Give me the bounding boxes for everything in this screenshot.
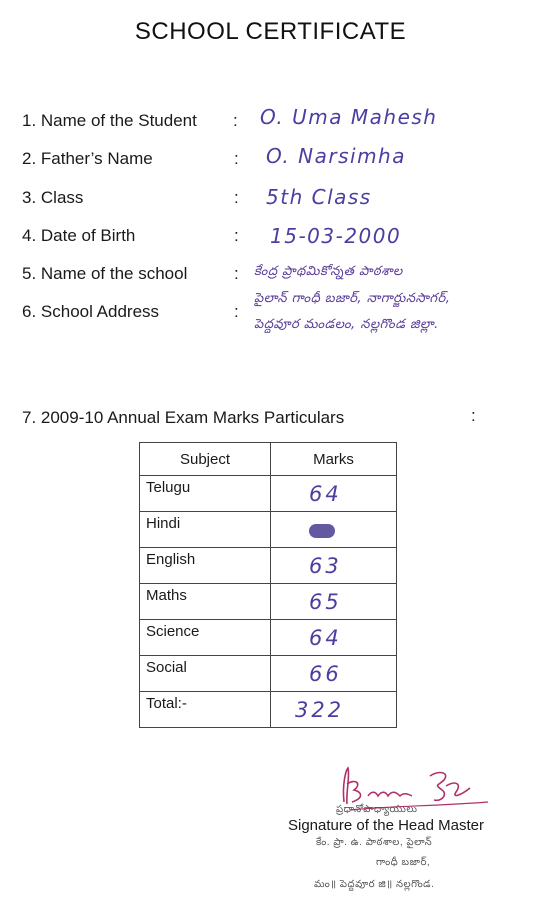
marks-cell: 66 [271, 656, 397, 692]
ink-blot-mark [309, 524, 335, 538]
marks-cell: 63 [271, 548, 397, 584]
field-colon: : [234, 149, 239, 168]
class-value: 5th Class [266, 185, 372, 209]
subject-cell: Maths [140, 584, 271, 620]
field-class [22, 185, 522, 214]
field-father-name [22, 144, 522, 175]
stamp-line-district: మం॥ పెద్దవూర జి॥ నల్లగొండ. [314, 879, 435, 890]
field-label: 6. School Address [22, 302, 160, 321]
stamp-line-street: గాంధీ బజార్, [376, 857, 431, 868]
marks-cell: 64 [271, 620, 397, 656]
school-name-value: కేంద్ర ప్రాథమికోన్నత పాఠశాల [254, 264, 403, 279]
table-row [140, 620, 397, 656]
stamp-line-school: కేం. ప్రా. ఉ. పాఠశాల, పైలాన్ [316, 837, 433, 848]
field-colon: : [234, 302, 239, 321]
marks-heading-colon: : [471, 406, 476, 425]
stamp-line-title: ప్రధానోపాధ్యాయులు [336, 804, 418, 815]
marks-cell: 65 [271, 584, 397, 620]
date-of-birth-value: 15-03-2000 [270, 224, 402, 248]
school-address-line2: పెద్దవూర మండలం, నల్లగొండ జిల్లా. [254, 317, 439, 332]
field-school-name [22, 264, 522, 290]
subject-cell: English [140, 548, 271, 584]
field-colon: : [233, 111, 238, 130]
field-label: 1. Name of the Student [22, 111, 197, 130]
field-label: 5. Name of the school [22, 264, 188, 283]
certificate-title: SCHOOL CERTIFICATE [134, 18, 407, 45]
field-label: 3. Class [22, 188, 84, 207]
column-header-subject: Subject [140, 443, 271, 476]
field-colon: : [234, 264, 239, 283]
school-address-line1: పైలాన్ గాంధీ బజార్, నాగార్జునసాగర్, [254, 291, 451, 306]
column-header-marks: Marks [271, 443, 397, 476]
field-date-of-birth [22, 226, 522, 252]
table-header-row [140, 443, 397, 476]
marks-cell: 64 [271, 476, 397, 512]
subject-cell: Social [140, 656, 271, 692]
field-colon: : [234, 188, 239, 207]
field-colon: : [234, 226, 239, 245]
field-student-name [22, 105, 522, 137]
table-row [140, 512, 397, 548]
table-row [140, 584, 397, 620]
father-name-value: O. Narsimha [266, 144, 406, 168]
table-row [140, 656, 397, 692]
marks-heading: 7. 2009-10 Annual Exam Marks Particulars [22, 408, 345, 427]
signature-caption: Signature of the Head Master [288, 817, 484, 834]
subject-cell: Hindi [140, 512, 271, 548]
total-marks-cell: 322 [271, 692, 397, 728]
subject-cell: Telugu [140, 476, 271, 512]
field-label: 2. Father’s Name [22, 149, 153, 168]
subject-cell: Total:- [140, 692, 271, 728]
field-school-address [22, 291, 522, 332]
table-row [140, 476, 397, 512]
marks-table [139, 442, 397, 728]
field-label: 4. Date of Birth [22, 226, 136, 245]
student-name-value: O. Uma Mahesh [260, 105, 438, 129]
table-row [140, 692, 397, 728]
subject-cell: Science [140, 620, 271, 656]
table-row [140, 548, 397, 584]
marks-cell [271, 512, 397, 548]
